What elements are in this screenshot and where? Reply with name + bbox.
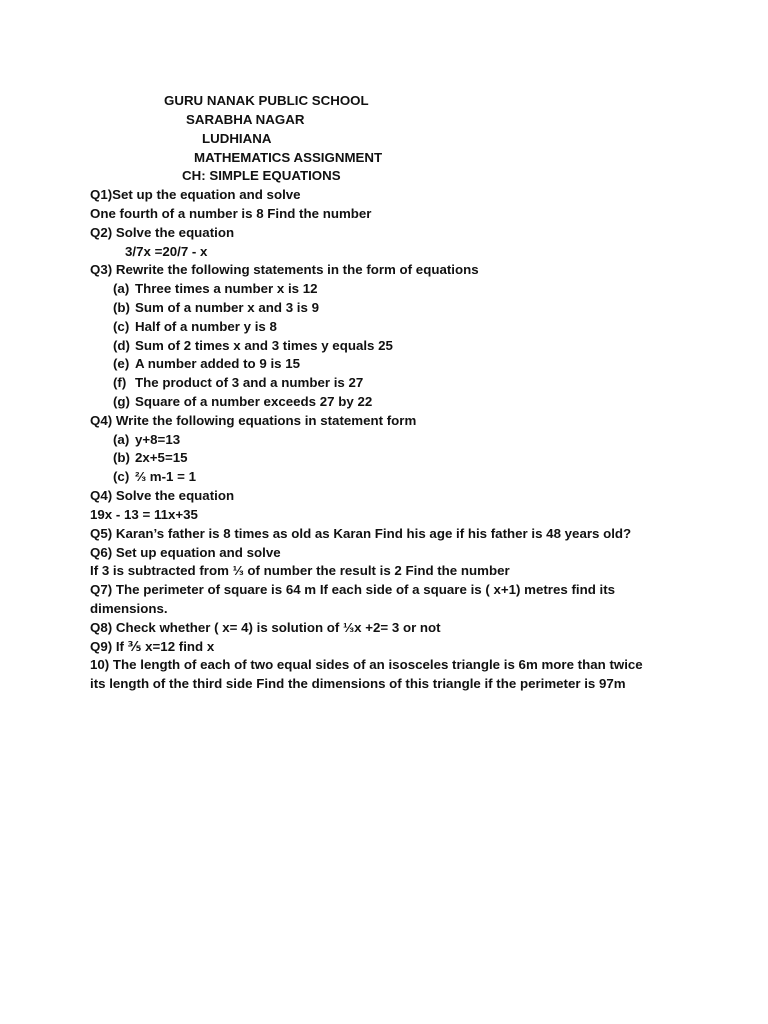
q3-item-text: Sum of 2 times x and 3 times y equals 25 xyxy=(135,338,393,353)
q3-item-text: Half of a number y is 8 xyxy=(135,319,277,334)
q4-item-text: y+8=13 xyxy=(135,432,181,447)
q7-line-1: Q7) The perimeter of square is 64 m If each side of a square is ( x+1) metres find its xyxy=(90,582,616,597)
q4-item-c xyxy=(113,468,196,486)
q3-item-label: (g) xyxy=(113,394,130,409)
q4-item-text: ⅔ m-1 = 1 xyxy=(135,469,196,484)
q6-heading: Q6) Set up equation and solve xyxy=(90,545,281,560)
q3-item-label: (e) xyxy=(113,356,130,371)
q5-text: Q5) Karan’s father is 8 times as old as Karan Find his age if his father is 48 years old? xyxy=(90,526,632,541)
school-area: SARABHA NAGAR xyxy=(186,112,305,127)
q1-heading: Q1)Set up the equation and solve xyxy=(90,187,301,202)
chapter-title: CH: SIMPLE EQUATIONS xyxy=(182,168,341,183)
q9-text: Q9) If ⅗ x=12 find x xyxy=(90,639,215,654)
q1-text: One fourth of a number is 8 Find the number xyxy=(90,206,372,221)
q4-statement-heading: Q4) Write the following equations in statement form xyxy=(90,413,417,428)
q4-item-label: (b) xyxy=(113,450,130,465)
q3-item-text: Square of a number exceeds 27 by 22 xyxy=(135,394,373,409)
q4-solve-heading: Q4) Solve the equation xyxy=(90,488,235,503)
q3-item-text: Three times a number x is 12 xyxy=(135,281,318,296)
q4-solve-equation: 19x - 13 = 11x+35 xyxy=(90,507,198,522)
q3-item-label: (c) xyxy=(113,319,130,334)
q3-item-text: Sum of a number x and 3 is 9 xyxy=(135,300,319,315)
q10-line-2: its length of the third side Find the dimensions of this triangle if the perimeter is 97m xyxy=(90,676,626,691)
q3-item-label: (b) xyxy=(113,300,130,315)
q4-item-b xyxy=(113,449,188,467)
q3-item-text: The product of 3 and a number is 27 xyxy=(135,375,364,390)
q3-item-e xyxy=(113,355,300,373)
q3-item-a xyxy=(113,280,318,298)
q2-equation: 3/7x =20/7 - x xyxy=(125,244,208,259)
school-city: LUDHIANA xyxy=(202,131,272,146)
q3-item-b xyxy=(113,299,319,317)
q4-item-text: 2x+5=15 xyxy=(135,450,188,465)
q2-heading: Q2) Solve the equation xyxy=(90,225,235,240)
q3-item-g xyxy=(113,393,372,411)
q8-text: Q8) Check whether ( x= 4) is solution of ⅓x +2= 3 or not xyxy=(90,620,441,635)
q3-item-label: (d) xyxy=(113,338,130,353)
q3-item-label: (f) xyxy=(113,375,127,390)
q3-item-c xyxy=(113,318,277,336)
q10-line-1: 10) The length of each of two equal sides of an isosceles triangle is 6m more than twice xyxy=(90,657,643,672)
school-name: GURU NANAK PUBLIC SCHOOL xyxy=(164,93,369,108)
q3-heading: Q3) Rewrite the following statements in the form of equations xyxy=(90,262,479,277)
q3-item-f xyxy=(113,374,363,392)
q7-line-2: dimensions. xyxy=(90,601,168,616)
q3-item-text: A number added to 9 is 15 xyxy=(135,356,301,371)
q4-item-a xyxy=(113,431,180,449)
q3-item-d xyxy=(113,337,393,355)
q4-item-label: (a) xyxy=(113,432,130,447)
q4-item-label: (c) xyxy=(113,469,130,484)
q6-text: If 3 is subtracted from ⅓ of number the result is 2 Find the number xyxy=(90,563,510,578)
q3-item-label: (a) xyxy=(113,281,130,296)
assignment-title: MATHEMATICS ASSIGNMENT xyxy=(194,150,383,165)
